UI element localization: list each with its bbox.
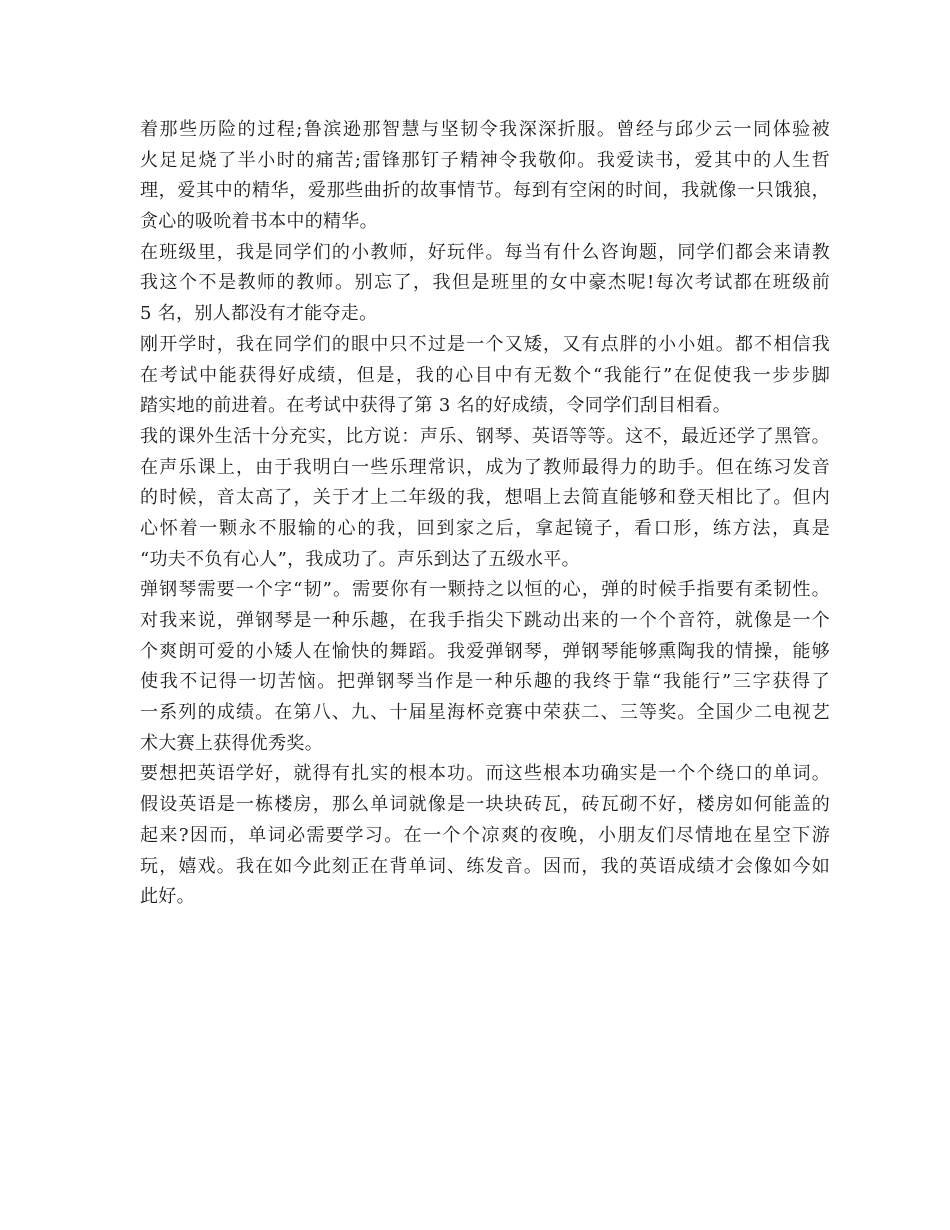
text-line: 理，爱其中的精华，爱那些曲折的故事情节。每到有空闲的时间，我就像一只饿狼， <box>140 180 830 202</box>
text-line: 踏实地的前进着。在考试中获得了第 3 名的好成绩，令同学们刮目相看。 <box>140 395 732 417</box>
paragraph <box>140 115 830 238</box>
text-line: 一系列的成绩。在第八、九、十届星海杯竞赛中荣获二、三等奖。全国少二电视艺 <box>140 702 830 724</box>
text-line: 在考试中能获得好成绩，但是，我的心目中有无数个“我能行”在促使我一步步脚 <box>140 364 830 386</box>
text-line: 起来?因而，单词必需要学习。在一个个凉爽的夜晚，小朋友们尽情地在星空下游 <box>140 824 830 846</box>
text-line: 个爽朗可爱的小矮人在愉快的舞蹈。我爱弹钢琴，弹钢琴能够熏陶我的情操，能够 <box>140 640 830 662</box>
text-line: 在班级里，我是同学们的小教师，好玩伴。每当有什么咨询题，同学们都会来请教 <box>140 241 830 263</box>
document-body <box>140 115 830 913</box>
text-line: 使我不记得一切苦恼。把弹钢琴当作是一种乐趣的我终于靠“我能行”三字获得了 <box>140 671 830 693</box>
text-line: 对我来说，弹钢琴是一种乐趣，在我手指尖下跳动出来的一个个音符，就像是一个 <box>140 610 830 631</box>
paragraph <box>140 575 830 759</box>
text-line: 在声乐课上，由于我明白一些乐理常识，成为了教师最得力的助手。但在练习发音 <box>140 456 830 478</box>
text-line: 5 名，别人都没有才能夺走。 <box>140 303 378 325</box>
text-line: 贪心的吸吮着书本中的精华。 <box>140 211 378 233</box>
paragraph <box>140 238 830 330</box>
text-line: 术大赛上获得优秀奖。 <box>140 732 323 754</box>
text-line: 玩，嬉戏。我在如今此刻正在背单词、练发音。因而，我的英语成绩才会像如今如 <box>140 855 830 877</box>
text-line: 假设英语是一栋楼房，那么单词就像是一块块砖瓦，砖瓦砌不好，楼房如何能盖的 <box>140 794 830 816</box>
text-line: “功夫不负有心人”，我成功了。声乐到达了五级水平。 <box>140 548 580 570</box>
text-line: 着那些历险的过程;鲁滨逊那智慧与坚韧令我深深折服。曾经与邱少云一同体验被 <box>140 119 830 140</box>
text-line: 此好。 <box>140 886 195 908</box>
text-line: 我这个不是教师的教师。别忘了，我但是班里的女中豪杰呢!每次考试都在班级前 <box>140 272 830 294</box>
paragraph <box>140 422 830 575</box>
text-line: 我的课外生活十分充实，比方说：声乐、钢琴、英语等等。这不，最近还学了黑管。 <box>140 425 830 447</box>
text-line: 心怀着一颗永不服输的心的我，回到家之后，拿起镜子，看口形，练方法，真是 <box>140 517 830 539</box>
text-line: 火足足烧了半小时的痛苦;雷锋那钉子精神令我敬仰。我爱读书，爱其中的人生哲 <box>140 149 830 171</box>
text-line: 的时候，音太高了，关于才上二年级的我，想唱上去简直能够和登天相比了。但内 <box>140 487 830 509</box>
text-line: 刚开学时，我在同学们的眼中只不过是一个又矮，又有点胖的小小姐。都不相信我 <box>140 333 830 355</box>
text-line: 要想把英语学好，就得有扎实的根本功。而这些根本功确实是一个个绕口的单词。 <box>140 763 830 785</box>
paragraph <box>140 759 830 912</box>
paragraph <box>140 330 830 422</box>
text-line: 弹钢琴需要一个字“韧”。需要你有一颗持之以恒的心，弹的时候手指要有柔韧性。 <box>140 579 830 601</box>
